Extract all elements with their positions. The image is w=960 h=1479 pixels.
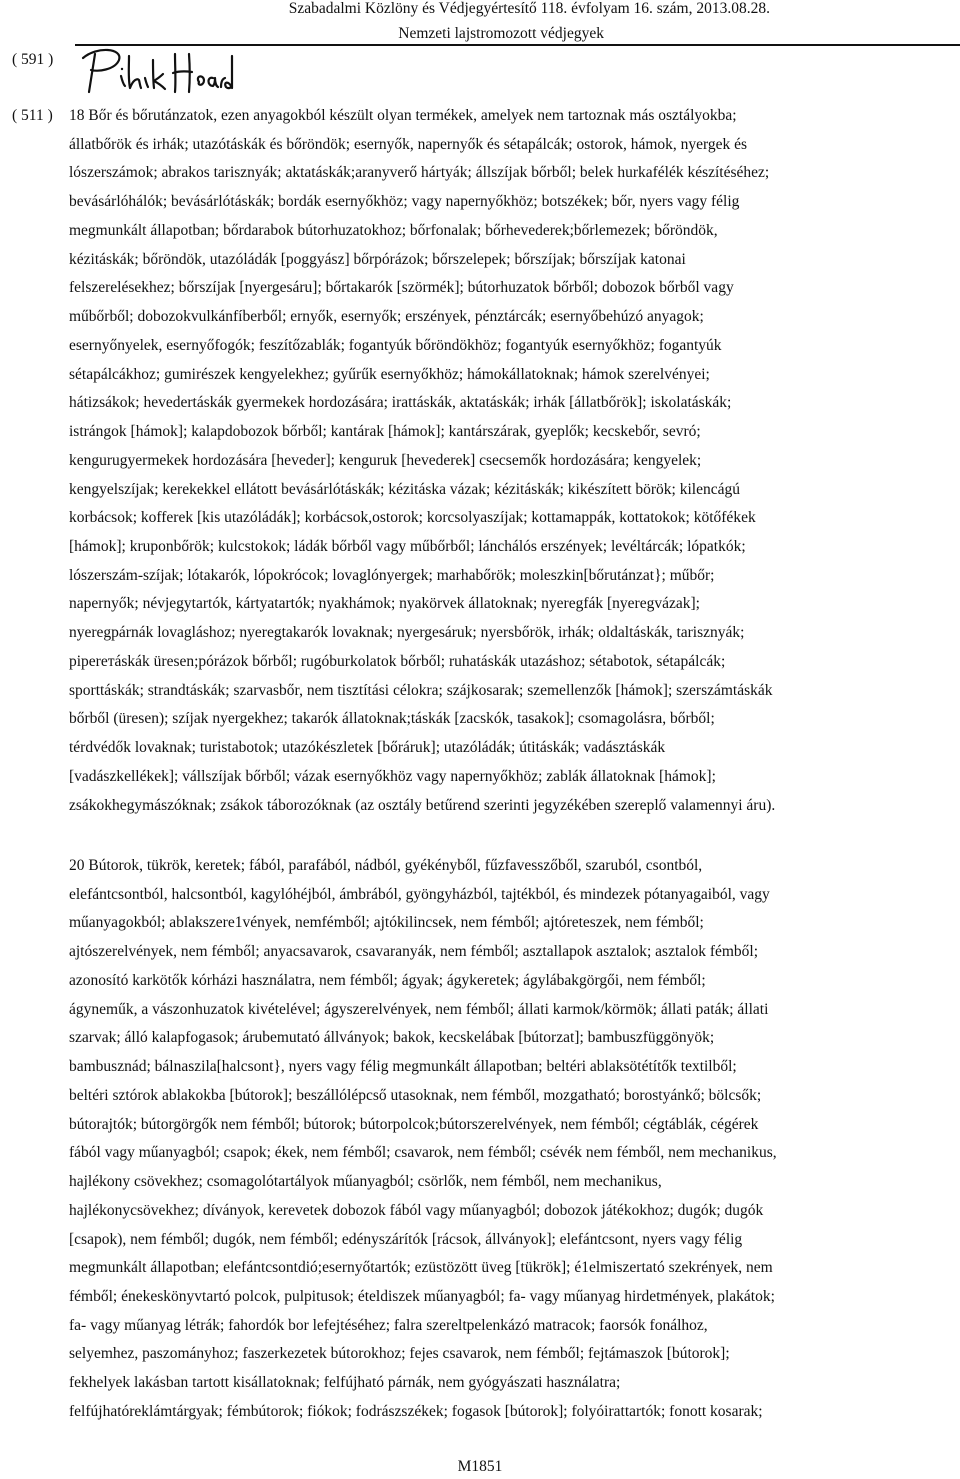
text-line: fekhelyek lakásban tartott kisállatoknak; felfújható párnák, nem gyógyászati használatra; <box>69 1374 621 1392</box>
text-line: sporttáskák; strandtáskák; szarvasbőr, nem tisztítási célokra; szájkosarak; szemellenzők [hámok]; szerszámtáskák <box>69 681 773 699</box>
text-line: hajlékonycsövekhez; díványok, kerevetek dobozok fából vagy műanyagból; dobozok játékokhoz; dugók; dugók <box>69 1201 764 1219</box>
text-line: beltéri sztórok ablakokba [bútorok]; beszállólépcső utasoknak, nem fémből, mozgatható; borostyánkő; bölcsők; <box>69 1086 762 1104</box>
text-line: pipereтáskák üresen;pórázok bőrből; rugóburkolatok bőrből; ruhatáskák utazáshoz; sétabotok, sétapálcák; <box>69 652 726 670</box>
text-line: 20 Bútorok, tükrök, keretek; fából, parafából, nádból, gyékényből, fűzfavesszőből, szaruból, csontból, <box>69 857 703 874</box>
text-line: ágyneműk, a vászonhuzatok kivételével; ágyszerelvények, nem fémből; állati karmok/körmök; állati paták; állati <box>69 1000 769 1018</box>
text-line: elefántcsontból, halcsontból, kagylóhéjból, ámbrából, gyöngyházból, tajtékból, és mindezek pótanyagaiból, vagy <box>69 885 770 903</box>
text-line: [vadászkellékek]; vállszíjak bőrből; vázak esernyőkhöz vagy napernyőkhöz; zablák állatoknak [hámok]; <box>69 767 716 785</box>
text-line: felszerelésekhez; bőrszíjak [nyergesáru]; bőrtakarók [szörmék]; bútorhuzatok bőrből; dobozok bőrből vagy <box>69 279 734 297</box>
text-line: fából vagy műanyagból; csapok; ékek, nem fémből; csavarok, nem fémből; csévék nem fémből, nem mechanikus, <box>69 1144 777 1162</box>
text-line: selyemhez, paszományhoz; faszerkezetek bútorokhoz; fejes csavarok, nem fémből; fejtámaszok [bútorok]; <box>69 1345 730 1363</box>
page-identifier: M1851 <box>457 1458 503 1475</box>
text-line: bevásárlóhálók; bevásárlótáskák; bordák esernyőkhöz; vagy napernyőkhöz; botszékek; bőr, nyers vagy félig <box>69 193 740 211</box>
text-line: megmunkált állapotban; elefántcsontdió;esernyőtartók; ezüstözött üveg [tükrök]; é1elmiszertató szekrények, nem <box>69 1259 773 1277</box>
text-line: lószerszámok; abrakos tarisznyák; aktatáskák;aranyverő hártyák; állszíjak bőrből; belek hurkafélék készítéséhez; <box>69 164 770 182</box>
goods-class-20 <box>69 852 903 1427</box>
goods-class-18 <box>69 102 903 820</box>
text-line: állatbőrök és irhák; utazótáskák és bőröndök; esernyők, napernyők és sétapálcák; ostorok, hámok, nyergek és <box>69 135 748 153</box>
text-line: lószerszám-szíjak; lótakarók, lópokrócok; lovaglónyergek; marhabőrök; moleszkin[bőrutánzat}; műbőr; <box>69 566 715 584</box>
text-line: nyeregpárnák lovagláshoz; nyeregtakarók lovaknak; nyergesáruk; nyersbőrök, irhák; oldaltáskák, tarisznyák; <box>69 624 745 642</box>
text-line: korbácsok; kofferek [kis utazóládák]; korbácsok,ostorok; korcsolyaszíjak; kottamappák, kottatokok; kötőfékek <box>69 509 756 527</box>
page-header <box>0 0 960 46</box>
section-subtitle: Nemzeti lajstromozott védjegyek <box>398 25 604 42</box>
text-line: felfújhatóreklámtárgyak; fémbútorok; fiókok; fodrászszékek; fogasok [bútorok]; folyóirattartók; fonott kosarak; <box>69 1402 763 1420</box>
text-line: [hámok]; kruponbőrök; kulcstokok; ládák bőrből vagy műbőrből; lánchálós erszények; levéltárcák; lópatkók; <box>69 538 746 556</box>
text-line: istrángok [hámok]; kalapdobozok bőrből; kantárak [hámok]; kantárszárak, gyeplők; kecskebőr, sevró; <box>69 423 701 441</box>
journal-title: Szabadalmi Közlöny és Védjegyértesítő 118. évfolyam 16. szám, 2013.08.28. <box>288 0 770 17</box>
text-line: szarvak; álló kalapfogasok; árubemutató állványok; bakok, kecskelábak [bútorzat]; bambuszfüggönyök; <box>69 1029 715 1047</box>
text-line: zsákokhegymászóknak; zsákok táborozóknak (az osztály betűrend szerinti jegyzékében szereplő valamennyi áru). <box>69 796 776 814</box>
text-line: [csapok), nem fémből; dugók, nem fémből; edényszárítók [rácsok, állványok]; elefántcsont, nyers vagy félig <box>69 1230 743 1248</box>
text-line: esernyőnyelek, esernyőfogók; feszítőzablák; fogantyúk bőröndökhöz; fogantyúk esernyőkhöz; fogantyúk <box>69 336 722 354</box>
text-line: sétapálcákhoz; gumirészek kengyelekhez; gyűrűk esernyőkhöz; hámokállatoknak; hámok szerelvényei; <box>69 365 710 383</box>
text-line: műanyagokból; ablakszere1vények, nemfémből; ajtókilincsek, nem fémből; ajtóreteszek, nem fémből; <box>69 914 704 932</box>
text-line: hajlékony csövekhez; csomagolótartályok műanyagból; csörlők, nem fémből, nem mechanikus, <box>69 1173 662 1191</box>
text-line: kengurugyermekek hordozására [heveder]; kenguruk [hevederek] csecsemők hordozására; kengyelek; <box>69 451 702 469</box>
text-line: bőrből (üresen); szíjak nyergekhez; takarók állatoknak;táskák [zacskók, tasakok]; csomagolásra, bőrből; <box>69 710 715 728</box>
text-line: műbőrből; dobozokvulkánfíberből; ernyők, esernyők; erszények, pénztárcák; esernyőbehúzó anyagok; <box>69 308 704 326</box>
text-line: 18 Bőr és bőrutánzatok, ezen anyagokból készült olyan termékek, amelyek nem tartoznak más osztályokba; <box>69 107 737 124</box>
text-line: kézitáskák; bőröndök, utazóládák [poggyász] bőrpórázok; bőrszelepek; bőrszíjak; bőrszíjak katonai <box>69 250 686 268</box>
text-line: bútorajtók; bútorgörgők nem fémből; bútorok; bútorpolcok;bútorszerelvények, nem fémből; cégtáblák, cégérek <box>69 1115 759 1133</box>
text-line: fémből; énekeskönyvtartó polcok, pulpitusok; ételdiszek műanyagból; fa- vagy műanyag hirdetmények, plakátok; <box>69 1288 775 1306</box>
text-line: ajtószerelvények, nem fémből; anyacsavarok, csavaranyák, nem fémből; asztallapok asztalok; asztalok fémből; <box>69 943 759 961</box>
field-code-591: ( 591 ) <box>12 51 54 68</box>
text-line: bambusznád; bálnaszila[halcsont}, nyers vagy félig megmunkált állapotban; beltéri ablaksötétítők textilből; <box>69 1058 737 1076</box>
text-line: hátizsákok; hevedertáskák gyermekek hordozására; irattáskák, aktatáskák; irhák [állatbőrök]; iskolatáskák; <box>69 394 732 412</box>
text-line: fa- vagy műanyag létrák; fahordók bor lefejtéséhez; falra szereltpelenkázó matracok; faorsók fonálhoz, <box>69 1316 708 1334</box>
trademark-signature-image <box>75 42 235 100</box>
text-line: kengyelszíjak; kerekekkel ellátott bevásárlótáskák; kézitáska vázak; kézitáskák; kikészített börök; kilencágú <box>69 480 740 498</box>
field-code-511: ( 511 ) <box>12 107 53 124</box>
text-line: azonosító karkötők kórházi használatra, nem fémből; ágyak; ágykeretek; ágylábakgörgői, nem fémből; <box>69 971 706 989</box>
text-line: térdvédők lovaknak; turistabotok; utazókészletek [bőráruk]; utazóládák; útitáskák; vadásztáskák <box>69 739 666 757</box>
text-line: megmunkált állapotban; bőrdarabok bútorhuzatokhoz; bőrfonalak; bőrhevederek;bőrlemezek; bőröndök, <box>69 221 718 239</box>
text-line: napernyők; névjegytartók, kártyatartók; nyakhámok; nyakörvek állatoknak; nyeregfák [nyeregvázak]; <box>69 595 700 613</box>
